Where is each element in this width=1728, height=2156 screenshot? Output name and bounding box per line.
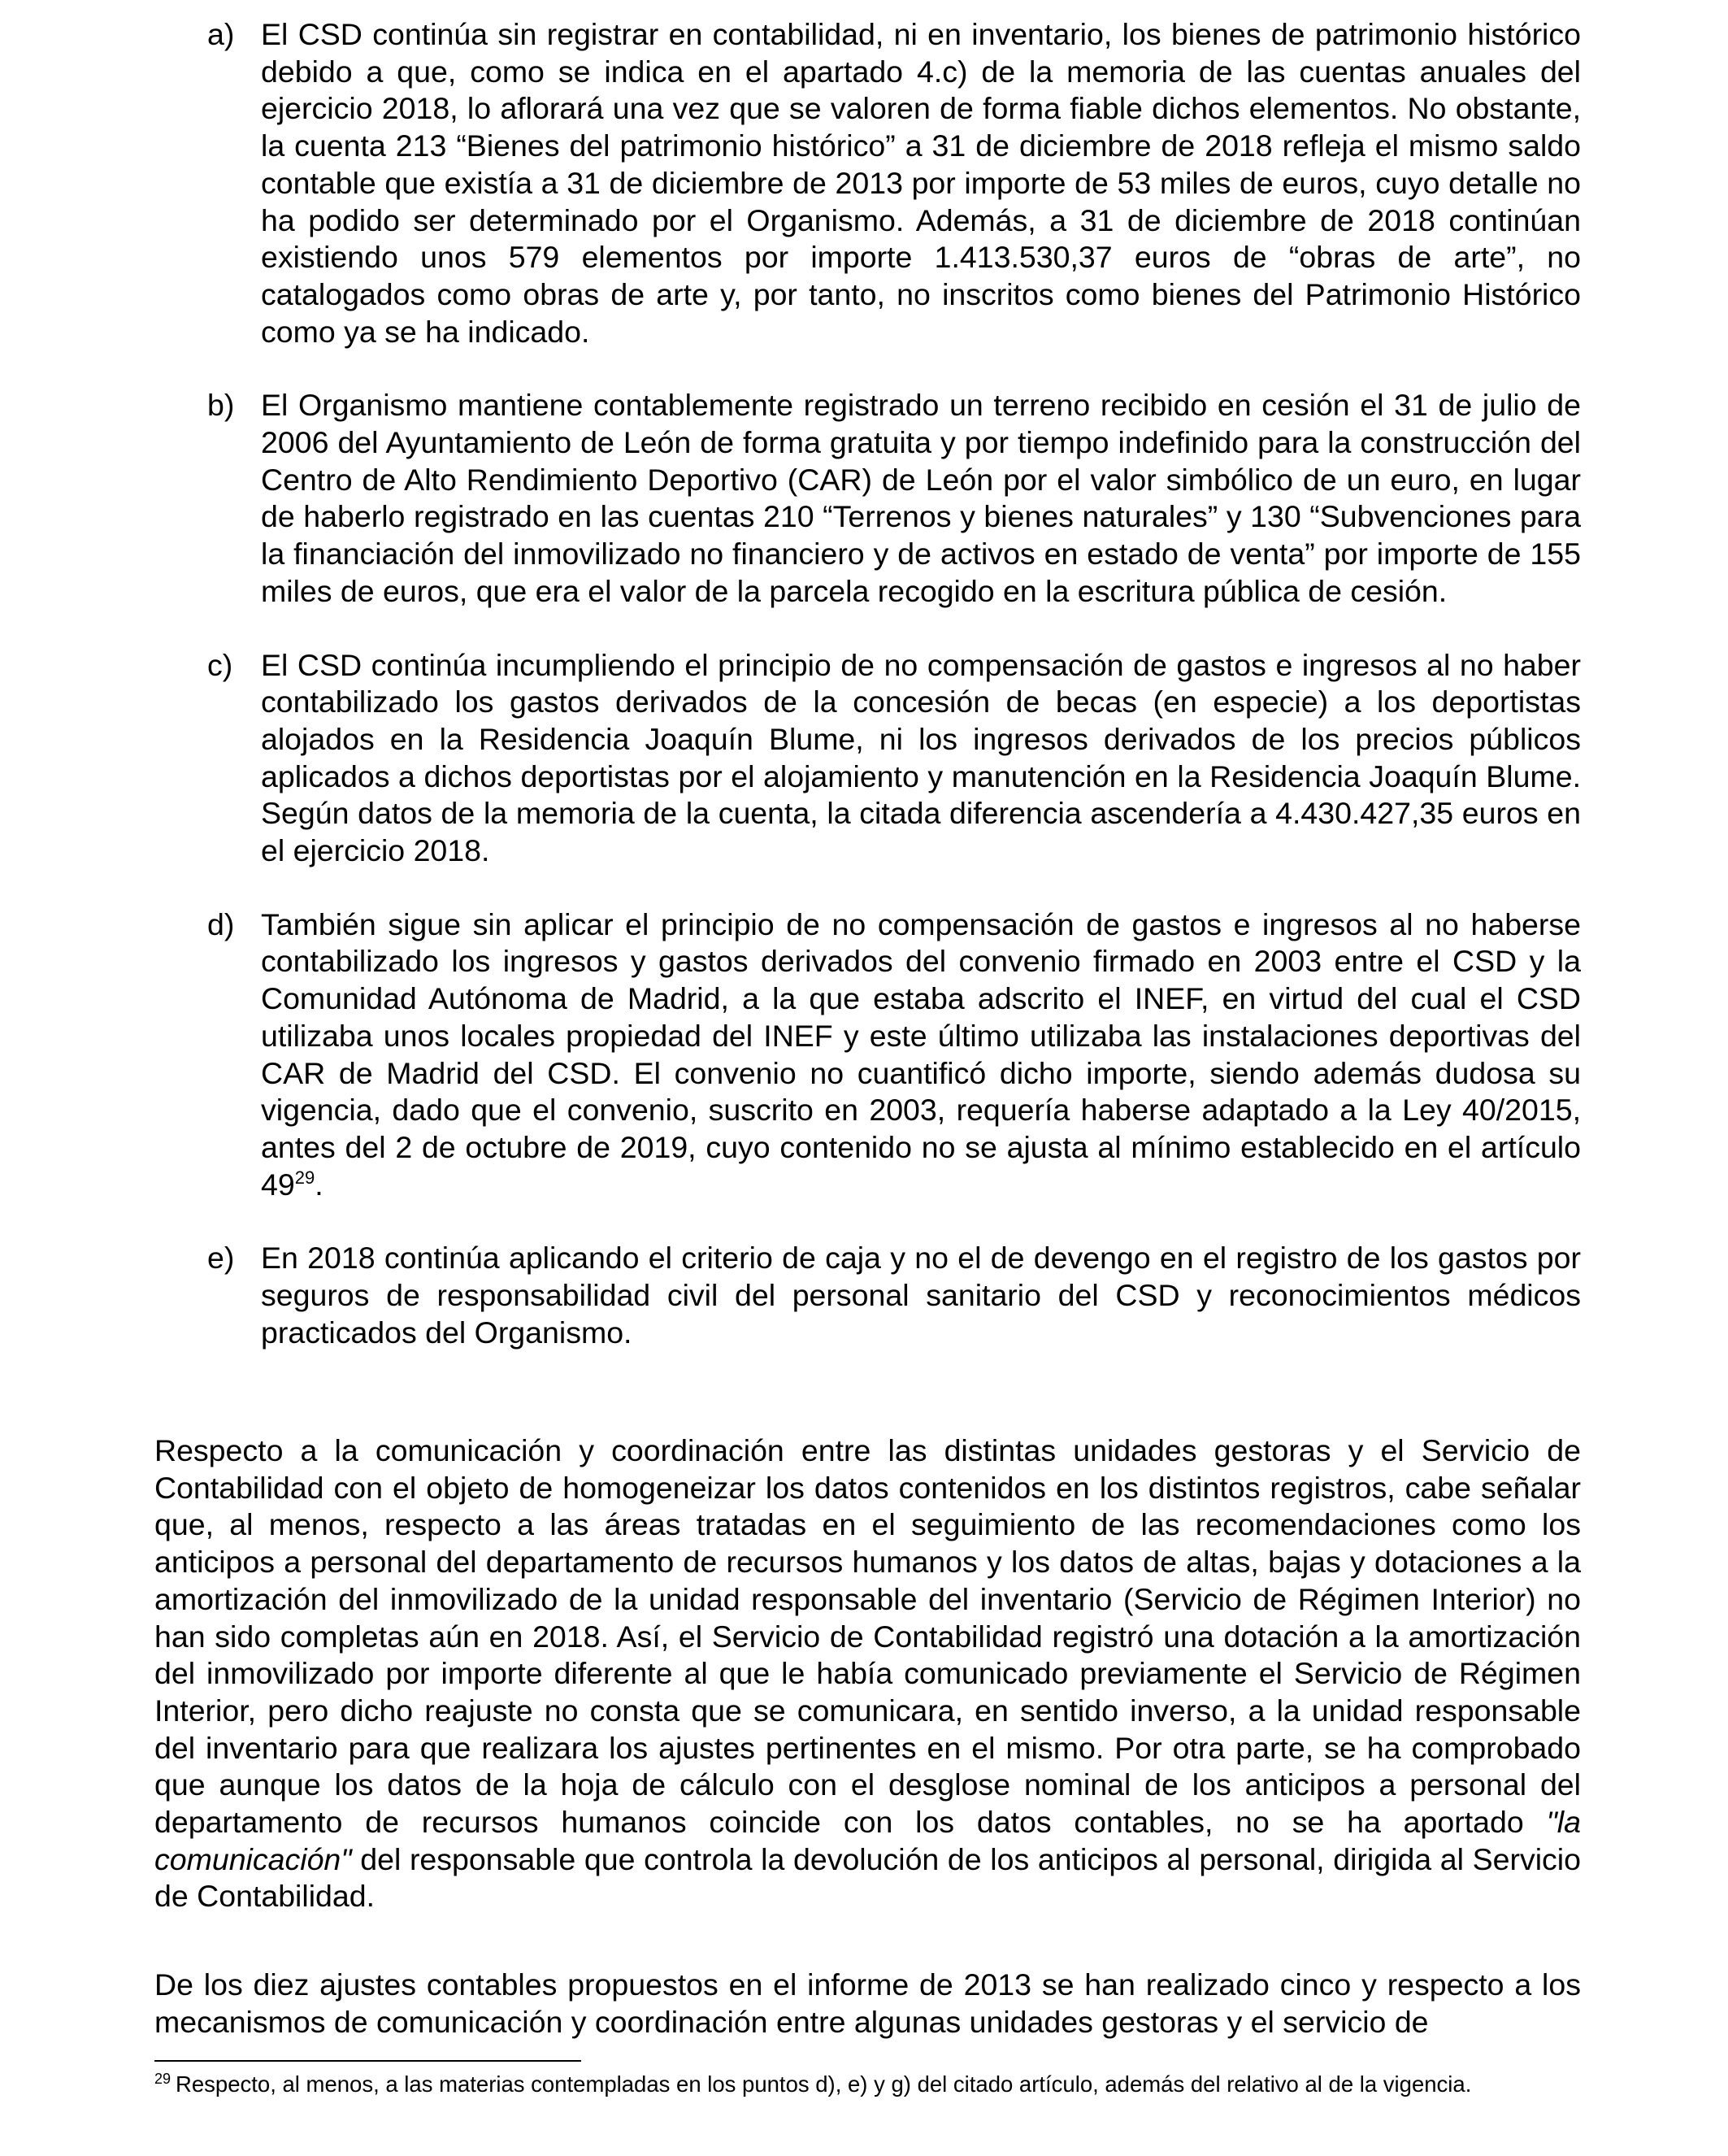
list-marker: c) bbox=[207, 647, 233, 682]
paragraph-text: Respecto a la comunicación y coordinación entre las distintas unidades gestoras y el Servicio de Contabilidad con el objeto de homogeneizar los datos contenidos en los distintos registros, cabe señalar que, al menos, respecto a las áreas tratadas en el seguimiento de las recomendaciones como los anticipos a personal del departamento de recursos humanos y los datos de altas, bajas y dotaciones a la amortización del inmovilizado de la unidad responsable del inventario (Servicio de Régimen Interior) no han sido completas aún en 2018. Así, el Servicio de Contabilidad registró una dotación a la amortización del inmovilizado por importe diferente al que le había comunicado previamente el Servicio de Régimen Interior, pero dicho reajuste no consta que se comunicara, en sentido inverso, a la unidad responsable del inventario para que realizara los ajustes pertinentes en el mismo. Por otra parte, se ha comprobado que aunque los datos de la hoja de cálculo con el desglose nominal de los anticipos a personal del departamento de recursos humanos coincide con los datos contables, no se ha aportado bbox=[154, 1433, 1581, 1840]
list-item bbox=[207, 647, 1581, 870]
list-marker: b) bbox=[207, 388, 235, 423]
quoted-term: "la comunicación" bbox=[154, 1805, 1581, 1876]
body-paragraph: De los diez ajustes contables propuestos en el informe de 2013 se han realizado cinco y respecto a los mecanismos de comunicación y coordinación entre algunas unidades gestoras y el servicio de bbox=[154, 1967, 1581, 2039]
list-item bbox=[207, 16, 1581, 350]
list-item-body: También sigue sin aplicar el principio de no compensación de gastos e ingresos al no haberse contabilizado los ingresos y gastos derivados del convenio firmado en 2003 entre el CSD y la Comunidad Autónoma de Madrid, a la que estaba adscrito el INEF, en virtud del cual el CSD utilizaba unos locales propiedad del INEF y este último utilizaba las instalaciones deportivas del CAR de Madrid del CSD. El convenio no cuantificó dicho importe, siendo además dudosa su vigencia, dado que el convenio, suscrito en 2003, requería haberse adaptado a la Ley 40/2015, antes del 2 de octubre de 2019, cuyo contenido no se ajusta al mínimo establecido en el artículo 49 bbox=[261, 906, 1581, 1202]
footnote-number: 29 bbox=[154, 2071, 171, 2087]
list-marker: a) bbox=[207, 17, 235, 51]
list-item bbox=[207, 906, 1581, 1204]
list-item-text: En 2018 continúa aplicando el criterio de caja y no el de devengo en el registro de los gastos por seguros de responsabilidad civil del personal sanitario del CSD y reconocimientos médicos practicados del Organismo. bbox=[261, 1241, 1581, 1350]
list-item-text: El CSD continúa sin registrar en contabilidad, ni en inventario, los bienes de patrimonio histórico debido a que, como se indica en el apartado 4.c) de la memoria de las cuentas anuales del ejercicio 2018, lo aflorará una vez que se valoren de forma fiable dichos elementos. No obstante, la cuenta 213 “Bienes del patrimonio histórico” a 31 de diciembre de 2018 refleja el mismo saldo contable que existía a 31 de diciembre de 2013 por importe de 53 miles de euros, cuyo detalle no ha podido ser determinado por el Organismo. Además, a 31 de diciembre de 2018 continúan existiendo unos 579 elementos por importe 1.413.530,37 euros de “obras de arte”, no catalogados como obras de arte y, por tanto, no inscritos como bienes del Patrimonio Histórico como ya se ha indicado. bbox=[261, 17, 1581, 349]
footnote-divider bbox=[154, 2060, 581, 2062]
list-item-text: El CSD continúa incumpliendo el principio de no compensación de gastos e ingresos al no haber contabilizado los gastos derivados de la concesión de becas (en especie) a los deportistas alojados en la Residencia Joaquín Blume, ni los ingresos derivados de los precios públicos aplicados a dichos deportistas por el alojamiento y manutención en la Residencia Joaquín Blume. Según datos de la memoria de la cuenta, la citada diferencia ascendería a 4.430.427,35 euros en el ejercicio 2018. bbox=[261, 647, 1581, 868]
body-paragraph bbox=[154, 1432, 1581, 1915]
list-item-text bbox=[261, 906, 1581, 1204]
footnote bbox=[154, 2071, 1581, 2098]
list-item-text: El Organismo mantiene contablemente registrado un terreno recibido en cesión el 31 de julio de 2006 del Ayuntamiento de León de forma gratuita y por tiempo indefinido para la construcción del Centro de Alto Rendimiento Deportivo (CAR) de León por el valor simbólico de un euro, en lugar de haberlo registrado en las cuentas 210 “Terrenos y bienes naturales” y 130 “Subvenciones para la financiación del inmovilizado no financiero y de activos en estado de venta” por importe de 155 miles de euros, que era el valor de la parcela recogido en la escritura pública de cesión. bbox=[261, 388, 1581, 608]
list-item bbox=[207, 1240, 1581, 1351]
list-marker: e) bbox=[207, 1241, 235, 1276]
footnote-reference[interactable]: 29 bbox=[294, 1167, 315, 1188]
list-item bbox=[207, 387, 1581, 610]
findings-list bbox=[207, 16, 1581, 1389]
footnote-text: Respecto, al menos, a las materias contempladas en los puntos d), e) y g) del citado artículo, además del relativo al de la vigencia. bbox=[176, 2071, 1472, 2097]
paragraph-text-end: del responsable que controla la devolución de los anticipos al personal, dirigida al Servicio de Contabilidad. bbox=[154, 1841, 1581, 1914]
list-item-end: . bbox=[315, 1167, 323, 1202]
list-marker: d) bbox=[207, 906, 235, 941]
